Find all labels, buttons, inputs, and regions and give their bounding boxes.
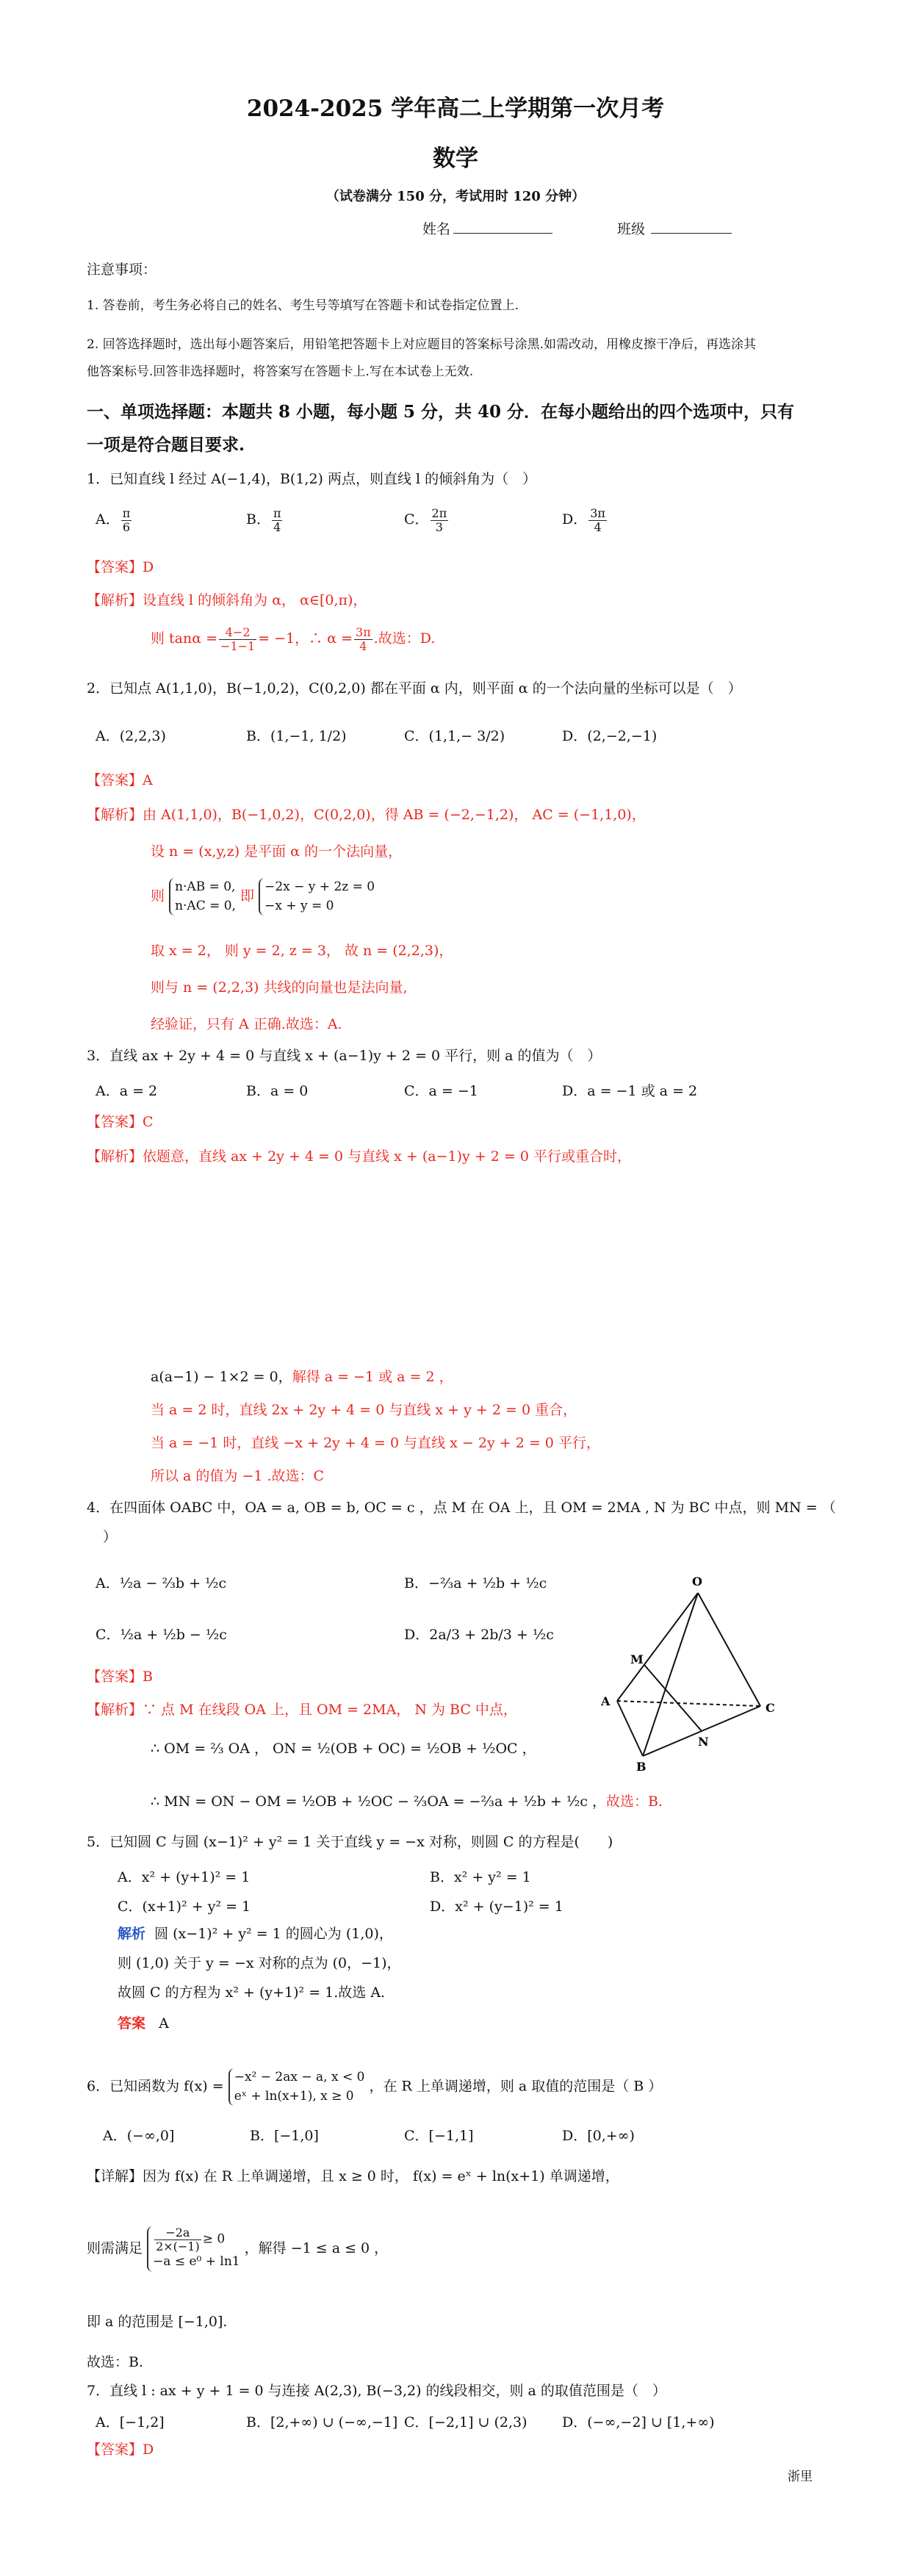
name-label: 姓名	[422, 221, 451, 237]
q3-stem: 3．直线 ax + 2y + 4 = 0 与直线 x + (a−1)y + 2 = 0 平行，则 a 的值为（ ）	[87, 1048, 602, 1064]
q3-option-d: D．a = −1 或 a = 2	[562, 1083, 698, 1099]
q4-option-c: C．½a + ½b − ½c	[96, 1627, 227, 1643]
q1-option-a: A． $\frac{\pi}{6}$	[96, 506, 131, 534]
label-b: B	[636, 1760, 647, 1771]
q1-option-c: C． $\frac{2\pi}{3}$	[404, 506, 447, 534]
q6-option-b: B．[−1,0]	[250, 2128, 319, 2144]
edge-oc	[698, 1593, 760, 1706]
label-a: A	[601, 1694, 611, 1708]
q2-option-a: A．(2,2,3)	[96, 728, 166, 744]
label-o: O	[692, 1575, 702, 1589]
edge-ab	[617, 1701, 643, 1756]
q4-option-a: A．½a − ⅔b + ½c	[96, 1575, 227, 1591]
q4-answer: 【答案】B	[87, 1669, 153, 1685]
q1-option-b: B． $\frac{\pi}{4}$	[246, 506, 281, 534]
q1-option-d: D． $\frac{3\pi}{4}$	[562, 506, 605, 534]
q1-stem: 1．已知直线 l 经过 A(−1,4)，B(1,2) 两点，则直线 l 的倾斜角为（ ）	[87, 471, 537, 487]
q7-answer: 【答案】D	[87, 2442, 154, 2458]
q6-condition: 则需满足 $\frac{-2a}{2\times(-1)}$ ≥ 0 −a ≤ e⁰ + ln1 ，解得 −1 ≤ a ≤ 0 ，	[87, 2226, 388, 2272]
q2-option-b: B．(1,−1, 1/2)	[246, 728, 347, 744]
tetrahedron-figure	[580, 1572, 793, 1771]
q5-analysis-2: 则 (1,0) 关于 y = −x 对称的点为 (0，−1)，	[118, 1955, 401, 1971]
q2-analysis-3: 取 x = 2， 则 y = 2, z = 3， 故 n = (2,2,3)，	[151, 943, 453, 959]
q5-option-a: A．x² + (y+1)² = 1	[118, 1869, 251, 1885]
q3-analysis-4: 当 a = −1 时，直线 −x + 2y + 4 = 0 与直线 x − 2y + 2 = 0 平行，	[151, 1435, 600, 1451]
q7-option-c: C．[−2,1] ∪ (2,3)	[404, 2414, 527, 2431]
edge-ac	[617, 1701, 760, 1706]
q5-answer: 答案 A	[118, 2015, 169, 2032]
q2-answer: 【答案】A	[87, 772, 153, 788]
q4-stem-cont: ）	[103, 1529, 118, 1545]
q5-option-c: C．(x+1)² + y² = 1	[118, 1899, 251, 1915]
q3-answer: 【答案】C	[87, 1114, 154, 1130]
q6-choice: 故选：B.	[87, 2354, 144, 2370]
q3-analysis-1: 【解析】依题意，直线 ax + 2y + 4 = 0 与直线 x + (a−1)y + 2 = 0 平行或重合时，	[87, 1148, 631, 1165]
notice-item-1: 1. 答卷前，考生务必将自己的姓名、考生号等填写在答题卡和试卷指定位置上.	[87, 298, 519, 313]
q5-option-d: D．x² + (y−1)² = 1	[430, 1899, 563, 1915]
footer-mark: 浙里	[788, 2469, 813, 2484]
notice-item-2-cont: 他答案标号.回答非选择题时，将答案写在答题卡上.写在本试卷上无效.	[87, 364, 474, 379]
q4-analysis-2: ∴ OM = ⅔ OA ， ON = ½(OB + OC) = ½OB + ½OC ，	[151, 1741, 536, 1757]
q3-option-b: B．a = 0	[246, 1083, 309, 1099]
class-field	[617, 220, 732, 240]
q2-analysis-system: 则 n·AB = 0, n·AC = 0, 即 −2x − y + 2z = 0 −x + y = 0	[151, 878, 375, 915]
exam-title: 2024-2025 学年高二上学期第一次月考	[246, 96, 665, 122]
name-field	[422, 220, 552, 240]
q6-detail: 【详解】因为 f(x) 在 R 上单调递增，且 x ≥ 0 时， f(x) = eˣ + ln(x+1) 单调递增，	[87, 2168, 619, 2184]
q5-analysis-1: 解析 圆 (x−1)² + y² = 1 的圆心为 (1,0)，	[118, 1926, 393, 1942]
q2-analysis-2: 设 n = (x,y,z) 是平面 α 的一个法向量，	[151, 843, 403, 860]
q6-option-a: A．(−∞,0]	[103, 2128, 175, 2144]
segment-mn	[644, 1665, 702, 1731]
label-c: C	[766, 1701, 775, 1715]
notice-heading: 注意事项：	[87, 262, 157, 278]
label-m: M	[630, 1652, 644, 1666]
section-heading-cont: 一项是符合题目要求.	[87, 435, 245, 455]
q4-option-b: B．−⅔a + ½b + ½c	[404, 1575, 547, 1591]
q6-range: 即 a 的范围是 [−1,0].	[87, 2314, 228, 2330]
q7-stem: 7．直线 l : ax + y + 1 = 0 与连接 A(2,3), B(−3,2) 的线段相交，则 a 的取值范围是（ ）	[87, 2383, 666, 2399]
edge-oa	[617, 1593, 698, 1701]
q3-option-a: A．a = 2	[96, 1083, 158, 1099]
exam-note: （试卷满分 150 分，考试用时 120 分钟）	[325, 189, 586, 204]
q6-option-d: D．[0,+∞)	[562, 2128, 635, 2144]
label-n: N	[698, 1735, 709, 1749]
q2-option-d: D．(2,−2,−1)	[562, 728, 658, 744]
q1-analysis-2: 则 tanα = $\frac{4-2}{-1-1}$ = −1，∴ α = $\frac{3\pi}{4}$ .故选：D.	[151, 625, 436, 653]
q3-option-c: C．a = −1	[404, 1083, 478, 1099]
q7-option-a: A．[−1,2]	[96, 2414, 165, 2431]
q7-option-d: D．(−∞,−2] ∪ [1,+∞)	[562, 2414, 715, 2431]
notice-item-2: 2. 回答选择题时，选出每小题答案后，用铅笔把答题卡上对应题目的答案标号涂黑.如需改动，用橡皮擦干净后，再选涂其	[87, 337, 757, 352]
q4-stem: 4．在四面体 OABC 中，OA = a, OB = b, OC = c ，点 M 在 OA 上，且 OM = 2MA , N 为 BC 中点，则 MN = （	[87, 1500, 836, 1516]
q3-analysis-3: 当 a = 2 时，直线 2x + 2y + 4 = 0 与直线 x + y + 2 = 0 重合，	[151, 1402, 577, 1418]
q2-analysis-4: 则与 n = (2,2,3) 共线的向量也是法向量,	[151, 979, 408, 996]
q6-option-c: C．[−1,1]	[404, 2128, 474, 2144]
section-heading: 一、单项选择题：本题共 8 小题，每小题 5 分，共 40 分．在每小题给出的四个选项中，只有	[87, 402, 795, 422]
q2-stem: 2．已知点 A(1,1,0)，B(−1,0,2)，C(0,2,0) 都在平面 α 内，则平面 α 的一个法向量的坐标可以是（ ）	[87, 680, 742, 697]
edge-ob	[643, 1593, 698, 1756]
q1-answer: 【答案】D	[87, 559, 154, 575]
q1-analysis-1: 【解析】设直线 l 的倾斜角为 α， α∈[0,π)，	[87, 592, 367, 608]
q2-option-c: C．(1,1,− 3/2)	[404, 728, 505, 744]
class-label: 班级	[617, 221, 646, 237]
q5-option-b: B．x² + y² = 1	[430, 1869, 531, 1885]
q2-analysis-1: 【解析】由 A(1,1,0)，B(−1,0,2)，C(0,2,0)，得 AB = (−2,−1,2)， AC = (−1,1,0)，	[87, 807, 646, 823]
exam-subject: 数学	[433, 145, 478, 172]
q7-option-b: B．[2,+∞) ∪ (−∞,−1]	[246, 2414, 398, 2431]
q3-analysis-5: 所以 a 的值为 −1 .故选：C	[151, 1468, 325, 1484]
q4-analysis-1: 【解析】∵ 点 M 在线段 OA 上，且 OM = 2MA， N 为 BC 中点，	[87, 1702, 517, 1718]
q3-analysis-2: a(a−1) − 1×2 = 0，解得 a = −1 或 a = 2 ，	[151, 1369, 453, 1385]
q4-analysis-3: ∴ MN = ON − OM = ½OB + ½OC − ⅔OA = −⅔a + ½b + ½c ，故选：B.	[151, 1794, 663, 1810]
q2-analysis-5: 经验证，只有 A 正确.故选：A.	[151, 1016, 342, 1032]
q4-option-d: D．2a/3 + 2b/3 + ½c	[404, 1627, 554, 1643]
q5-stem: 5．已知圆 C 与圆 (x−1)² + y² = 1 关于直线 y = −x 对称，则圆 C 的方程是( )	[87, 1834, 613, 1850]
q6-stem: 6．已知函数为 f(x) = −x² − 2ax − a, x < 0 eˣ + ln(x+1), x ≥ 0 ，在 R 上单调递增，则 a 取值的范围是（ B ）	[87, 2068, 662, 2106]
q5-analysis-3: 故圆 C 的方程为 x² + (y+1)² = 1.故选 A.	[118, 1985, 386, 2001]
